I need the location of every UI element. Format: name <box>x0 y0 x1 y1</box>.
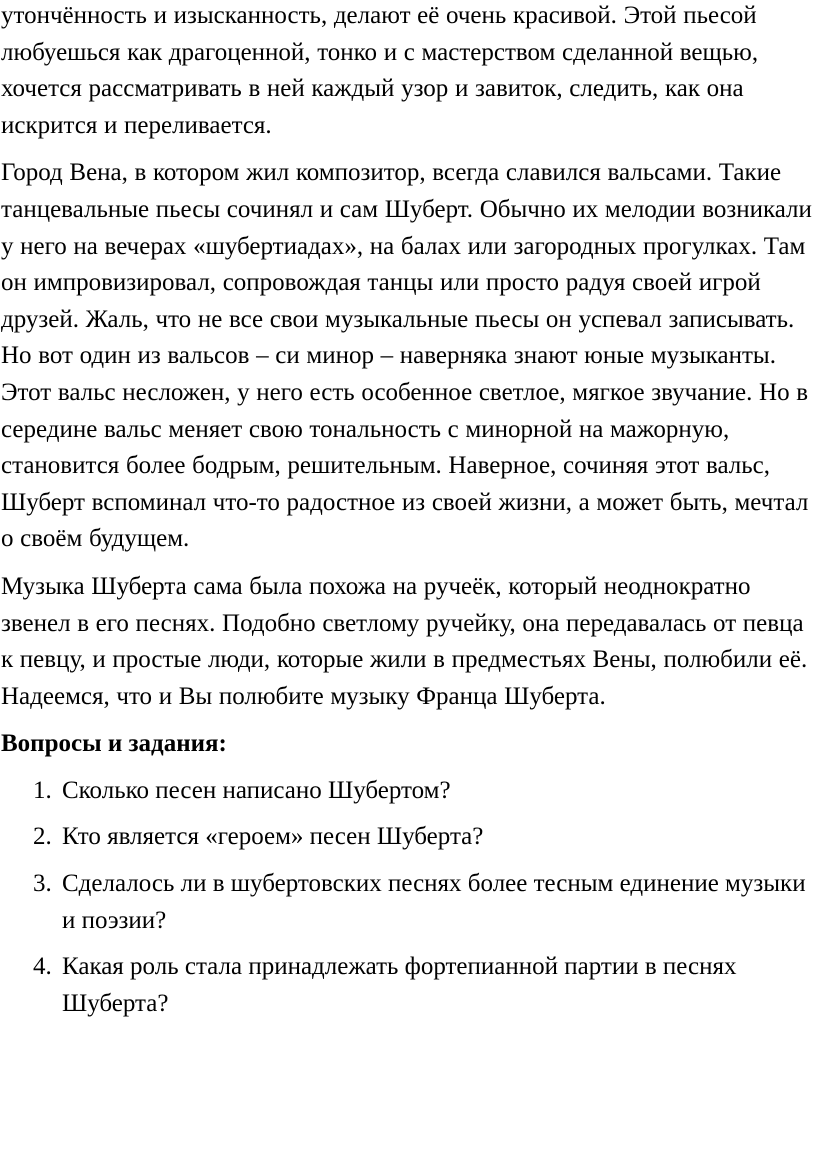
question-item <box>1 773 816 810</box>
question-item <box>1 866 816 939</box>
question-text: Какая роль стала принадлежать фортепианной партии в песнях Шуберта? <box>62 953 737 1017</box>
paragraph-waltz-beauty: утончённость и изысканность, делают её очень красивой. Этой пьесой любуешься как драгоценной, тонко и с мастерством сделанной вещью, хочется рассматривать в ней каждый узор и завиток, следить, как она искрится и переливается. <box>1 2 759 139</box>
paragraph-vienna-waltzes: Город Вена, в котором жил композитор, всегда славился вальсами. Такие танцевальные пьесы сочинял и сам Шуберт. Обычно их мелодии возникали у него на вечерах «шубертиадах», на балах или загородных прогулках. Там он импровизировал, сопровождая танцы или просто радуя своей игрой друзей. Жаль, что не все свои музыкальные пьесы он успевал записывать. Но вот один из вальсов – си минор – наверняка знают юные музыканты. Этот вальс несложен, у него есть особенное светлое, мягкое звучание. Но в середине вальс меняет свою тональность с минорной на мажорную, становится более бодрым, решительным. Наверное, сочиняя этот вальс, Шуберт вспоминал что-то радостное из своей жизни, а может быть, мечтал о своём будущем. <box>1 159 812 553</box>
question-text: Кто является «героем» песен Шуберта? <box>62 823 484 851</box>
question-text: Сколько песен написано Шубертом? <box>62 776 451 804</box>
question-number: 2. <box>33 823 52 851</box>
question-item <box>1 819 816 856</box>
question-item <box>1 949 816 1022</box>
question-text: Сделалось ли в шубертовских песнях более тесным единение музыки и поэзии? <box>62 870 806 934</box>
questions-heading: Вопросы и задания: <box>1 730 227 758</box>
question-number: 4. <box>33 953 52 981</box>
question-number: 1. <box>33 776 52 804</box>
paragraph-schubert-music: Музыка Шуберта сама была похожа на ручеёк, который неоднократно звенел в его песнях. Подобно светлому ручейку, она передавалась от певца к певцу, и простые люди, которые жили в предместьях Вены, полюбили её. Надеемся, что и Вы полюбите музыку Франца Шуберта. <box>1 572 808 710</box>
questions-list <box>1 773 816 1023</box>
question-number: 3. <box>33 870 52 898</box>
